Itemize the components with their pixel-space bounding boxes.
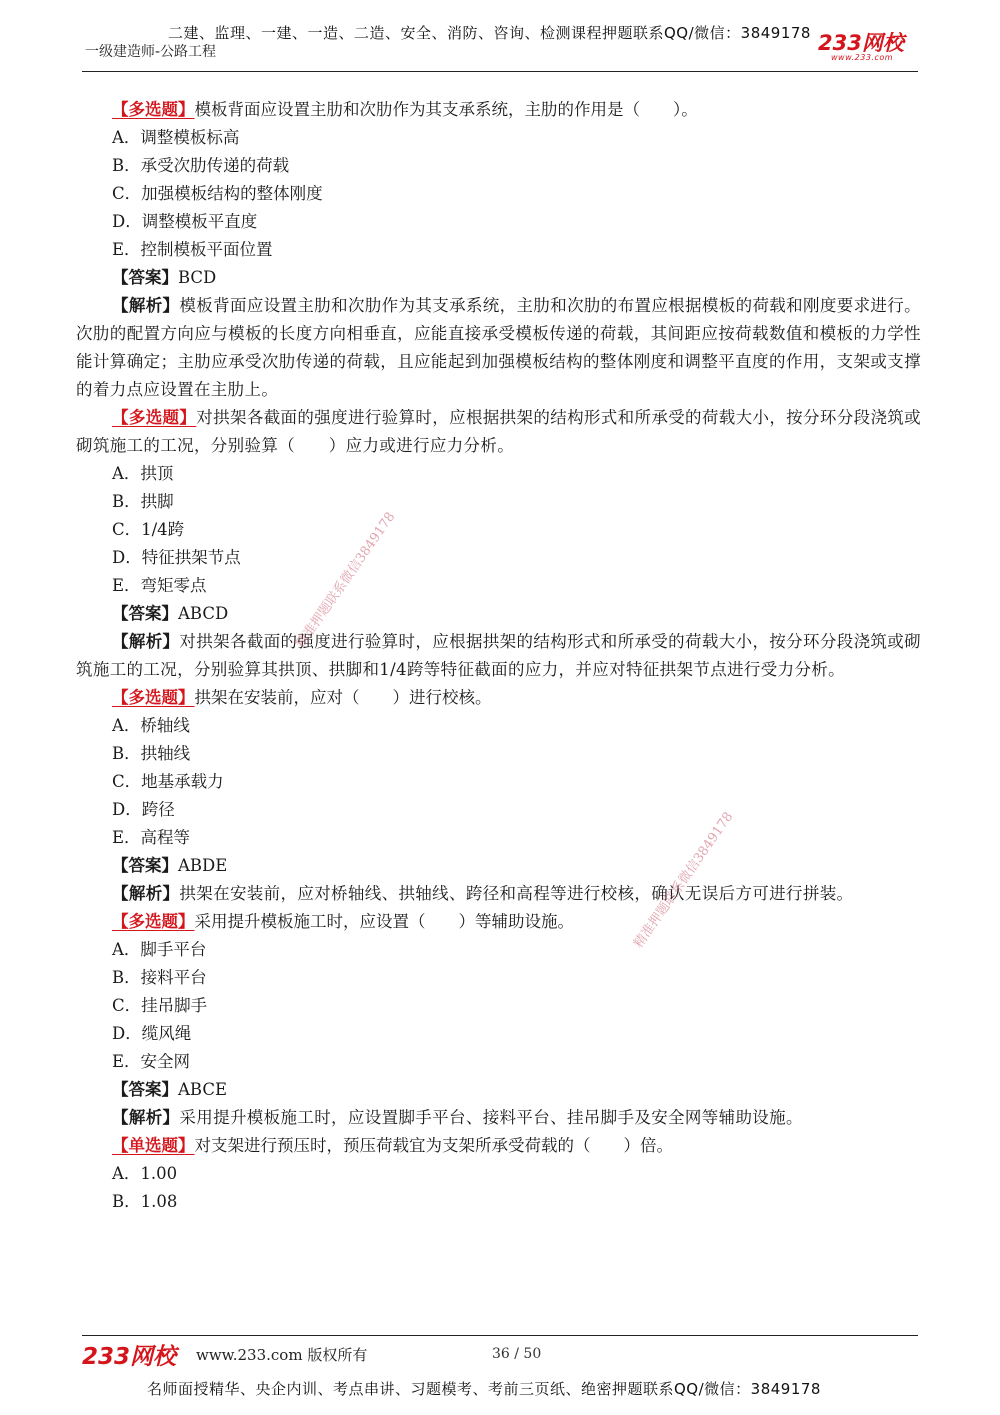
option: D．跨径: [112, 800, 175, 819]
option: E．控制模板平面位置: [112, 240, 273, 259]
analysis-label: 【解析】: [112, 296, 180, 315]
option: A．桥轴线: [112, 716, 190, 735]
answer-line: [76, 1076, 921, 1104]
analysis-text: 对拱架各截面的强度进行验算时，应根据拱架的结构形式和所承受的荷载大小，按分环分段浇筑或砌筑施工的工况，分别验算其拱顶、拱脚和1/4跨等特征截面的应力，并应对特征拱架节点进行受力分析。: [76, 632, 921, 679]
question-type-tag: 【多选题】: [112, 100, 195, 119]
answer-value: ABCD: [178, 604, 229, 623]
question-type-tag: 【多选题】: [112, 688, 195, 707]
question-stem: [76, 404, 921, 460]
analysis-paragraph: [76, 628, 921, 684]
question-text: 对支架进行预压时，预压荷载宜为支架所承受荷载的（ ）倍。: [194, 1136, 673, 1155]
header-logo-url: www.233.com: [831, 53, 894, 62]
analysis-text: 拱架在安装前，应对桥轴线、拱轴线、跨径和高程等进行校核，确认无误后方可进行拼装。: [179, 884, 854, 903]
question-stem: [76, 96, 921, 124]
answer-line: [76, 600, 921, 628]
option: D．调整模板平直度: [112, 212, 258, 231]
option: A．调整模板标高: [112, 128, 240, 147]
answer-line: [76, 264, 921, 292]
question-text: 模板背面应设置主肋和次肋作为其支承系统，主肋的作用是（ ）。: [194, 100, 698, 119]
question-stem: [76, 1132, 921, 1160]
question-block: [76, 1132, 921, 1216]
question-block: [76, 908, 921, 1132]
option: D．特征拱架节点: [112, 548, 241, 567]
option: C．挂吊脚手: [112, 996, 208, 1015]
analysis-text: 采用提升模板施工时，应设置脚手平台、接料平台、挂吊脚手及安全网等辅助设施。: [179, 1108, 803, 1127]
option: E．弯矩零点: [112, 576, 207, 595]
option: A．脚手平台: [112, 940, 207, 959]
option: A．1.00: [112, 1164, 178, 1183]
question-block: [76, 404, 921, 684]
header-subtitle: 一级建造师-公路工程: [85, 44, 217, 60]
footer-ad-text: 名师面授精华、央企内训、考点串讲、习题模考、考前三页纸、绝密押题联系QQ/微信：3849178: [147, 1380, 821, 1398]
answer-value: BCD: [178, 268, 217, 287]
option: B．1.08: [112, 1192, 178, 1211]
analysis-paragraph: [76, 880, 921, 908]
option: D．缆风绳: [112, 1024, 192, 1043]
page-number: 36 / 50: [492, 1346, 542, 1362]
footer-logo: 233网校: [82, 1344, 177, 1370]
question-text: 对拱架各截面的强度进行验算时，应根据拱架的结构形式和所承受的荷载大小，按分环分段浇筑或砌筑施工的工况，分别验算（ ）应力或进行应力分析。: [76, 408, 921, 455]
option: B．承受次肋传递的荷载: [112, 156, 290, 175]
watermark: 精准押题联系微信3849178: [293, 509, 399, 651]
option: C．1/4跨: [112, 520, 185, 539]
analysis-text: 模板背面应设置主肋和次肋作为其支承系统，主肋和次肋的布置应根据模板的荷载和刚度要求进行。次肋的配置方向应与模板的长度方向相垂直，应能直接承受模板传递的荷载，其间距应按荷载数值和模板的力学性能计算确定；主肋应承受次肋传递的荷载，且应能起到加强模板结构的整体刚度和调整平直度的作用，支架或支撑的着力点应设置在主肋上。: [76, 296, 921, 399]
option: B．拱轴线: [112, 744, 191, 763]
answer-label: 【答案】: [112, 268, 178, 287]
header-logo: 233网校: [818, 31, 904, 55]
question-text: 采用提升模板施工时，应设置（ ）等辅助设施。: [194, 912, 574, 931]
answer-label: 【答案】: [112, 1080, 178, 1099]
footer-copyright: www.233.com 版权所有: [196, 1346, 368, 1364]
question-stem: [76, 908, 921, 936]
question-list: [76, 96, 921, 1216]
answer-label: 【答案】: [112, 604, 178, 623]
analysis-paragraph: [76, 1104, 921, 1132]
option: B．接料平台: [112, 968, 207, 987]
analysis-label: 【解析】: [112, 1108, 180, 1127]
answer-label: 【答案】: [112, 856, 178, 875]
analysis-paragraph: [76, 292, 921, 404]
analysis-label: 【解析】: [112, 884, 180, 903]
option: C．地基承载力: [112, 772, 224, 791]
watermark: 精准押题联系微信3849178: [631, 809, 737, 951]
analysis-label: 【解析】: [112, 632, 180, 651]
option: E．高程等: [112, 828, 191, 847]
question-text: 拱架在安装前，应对（ ）进行校核。: [194, 688, 492, 707]
question-type-tag: 【单选题】: [112, 1136, 195, 1155]
question-type-tag: 【多选题】: [112, 408, 197, 427]
answer-line: [76, 852, 921, 880]
option: C．加强模板结构的整体刚度: [112, 184, 323, 203]
footer-divider: [82, 1335, 918, 1336]
option: B．拱脚: [112, 492, 174, 511]
question-block: [76, 684, 921, 908]
answer-value: ABCE: [178, 1080, 228, 1099]
header-ad-text: 二建、监理、一建、一造、二造、安全、消防、咨询、检测课程押题联系QQ/微信：3849178: [168, 24, 811, 42]
question-type-tag: 【多选题】: [112, 912, 195, 931]
option: A．拱顶: [112, 464, 174, 483]
question-stem: [76, 684, 921, 712]
question-block: [76, 96, 921, 404]
answer-value: ABDE: [178, 856, 228, 875]
option: E．安全网: [112, 1052, 191, 1071]
header-divider: [82, 71, 918, 72]
